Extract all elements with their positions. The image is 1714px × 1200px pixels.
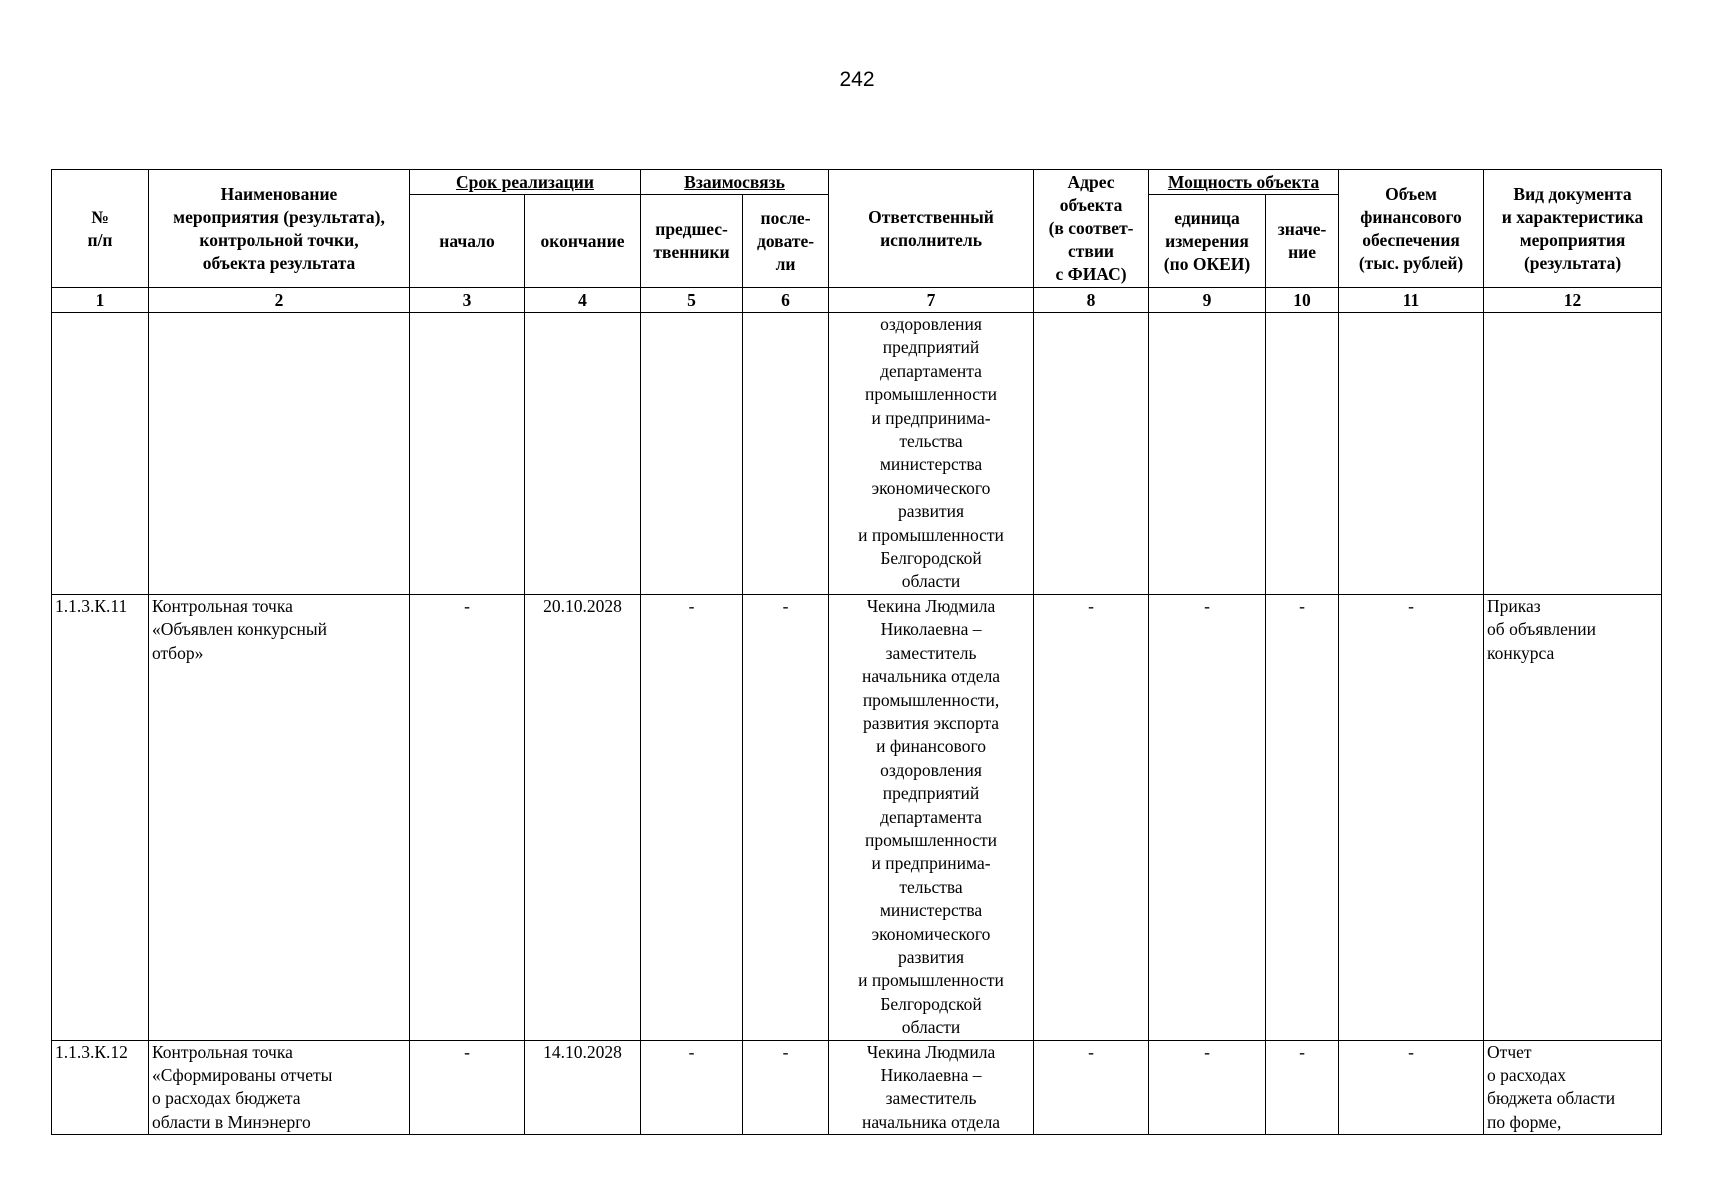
cell-name: Контрольная точка «Сформированы отчеты о расходах бюджета области в Минэнерго [149,1040,410,1135]
header-col-address: Адрес объекта (в соответ- ствии с ФИАС) [1034,170,1149,288]
cell-name: Контрольная точка «Объявлен конкурсный отбор» [149,594,410,1040]
column-number: 8 [1034,288,1149,313]
cell-name [149,313,410,595]
header-col-end: окончание [525,195,641,288]
column-number: 10 [1266,288,1339,313]
cell-code: 1.1.3.К.11 [52,594,149,1040]
cell-predecessors: - [641,594,743,1040]
header-row-top [52,170,1662,195]
cell-successors: - [743,1040,829,1135]
column-number: 5 [641,288,743,313]
cell-finance [1339,313,1484,595]
cell-value: - [1266,594,1339,1040]
cell-successors: - [743,594,829,1040]
column-number: 6 [743,288,829,313]
cell-start [410,313,525,595]
column-number: 3 [410,288,525,313]
cell-code [52,313,149,595]
column-number: 12 [1484,288,1662,313]
column-number: 2 [149,288,410,313]
header-col-name: Наименование мероприятия (результата), контрольной точки, объекта результата [149,170,410,288]
header-col-predecessors: предшес- твенники [641,195,743,288]
cell-successors [743,313,829,595]
cell-executor: Чекина Людмила Николаевна – заместитель начальника отдела [829,1040,1034,1135]
header-group-capacity: Мощность объекта [1149,170,1339,195]
cell-end: 14.10.2028 [525,1040,641,1135]
cell-value [1266,313,1339,595]
column-number: 4 [525,288,641,313]
header-col-successors: после- довате- ли [743,195,829,288]
column-number: 11 [1339,288,1484,313]
cell-start: - [410,1040,525,1135]
header-col-value: значе- ние [1266,195,1339,288]
cell-predecessors: - [641,1040,743,1135]
cell-executor: Чекина Людмила Николаевна – заместитель начальника отдела промышленности, развития экспорта и финансового оздоровления предприятий департамента промышленности и предпринима- тельства министерства экономического развития и промышленности Белгородской области [829,594,1034,1040]
activities-table [51,169,1662,1135]
cell-end: 20.10.2028 [525,594,641,1040]
cell-document [1484,313,1662,595]
cell-predecessors [641,313,743,595]
cell-document: Приказ об объявлении конкурса [1484,594,1662,1040]
header-col-document: Вид документа и характеристика мероприятия (результата) [1484,170,1662,288]
column-number: 1 [52,288,149,313]
column-number: 9 [1149,288,1266,313]
cell-address: - [1034,594,1149,1040]
cell-unit: - [1149,1040,1266,1135]
cell-start: - [410,594,525,1040]
header-group-link: Взаимосвязь [641,170,829,195]
cell-address [1034,313,1149,595]
cell-unit: - [1149,594,1266,1040]
cell-document: Отчет о расходах бюджета области по форме, [1484,1040,1662,1135]
cell-end [525,313,641,595]
header-col-finance: Объем финансового обеспечения (тыс. рублей) [1339,170,1484,288]
cell-finance: - [1339,1040,1484,1135]
column-number: 7 [829,288,1034,313]
cell-finance: - [1339,594,1484,1040]
header-col-number: № п/п [52,170,149,288]
header-col-start: начало [410,195,525,288]
cell-value: - [1266,1040,1339,1135]
header-col-executor: Ответственный исполнитель [829,170,1034,288]
table-row [52,313,1662,595]
column-number-row [52,288,1662,313]
table-row [52,1040,1662,1135]
page-number: 242 [839,68,875,91]
cell-unit [1149,313,1266,595]
header-group-term: Срок реализации [410,170,641,195]
cell-address: - [1034,1040,1149,1135]
table-row [52,594,1662,1040]
cell-executor: оздоровления предприятий департамента промышленности и предпринима- тельства министерства экономического развития и промышленности Белгородской области [829,313,1034,595]
cell-code: 1.1.3.К.12 [52,1040,149,1135]
header-col-unit: единица измерения (по ОКЕИ) [1149,195,1266,288]
